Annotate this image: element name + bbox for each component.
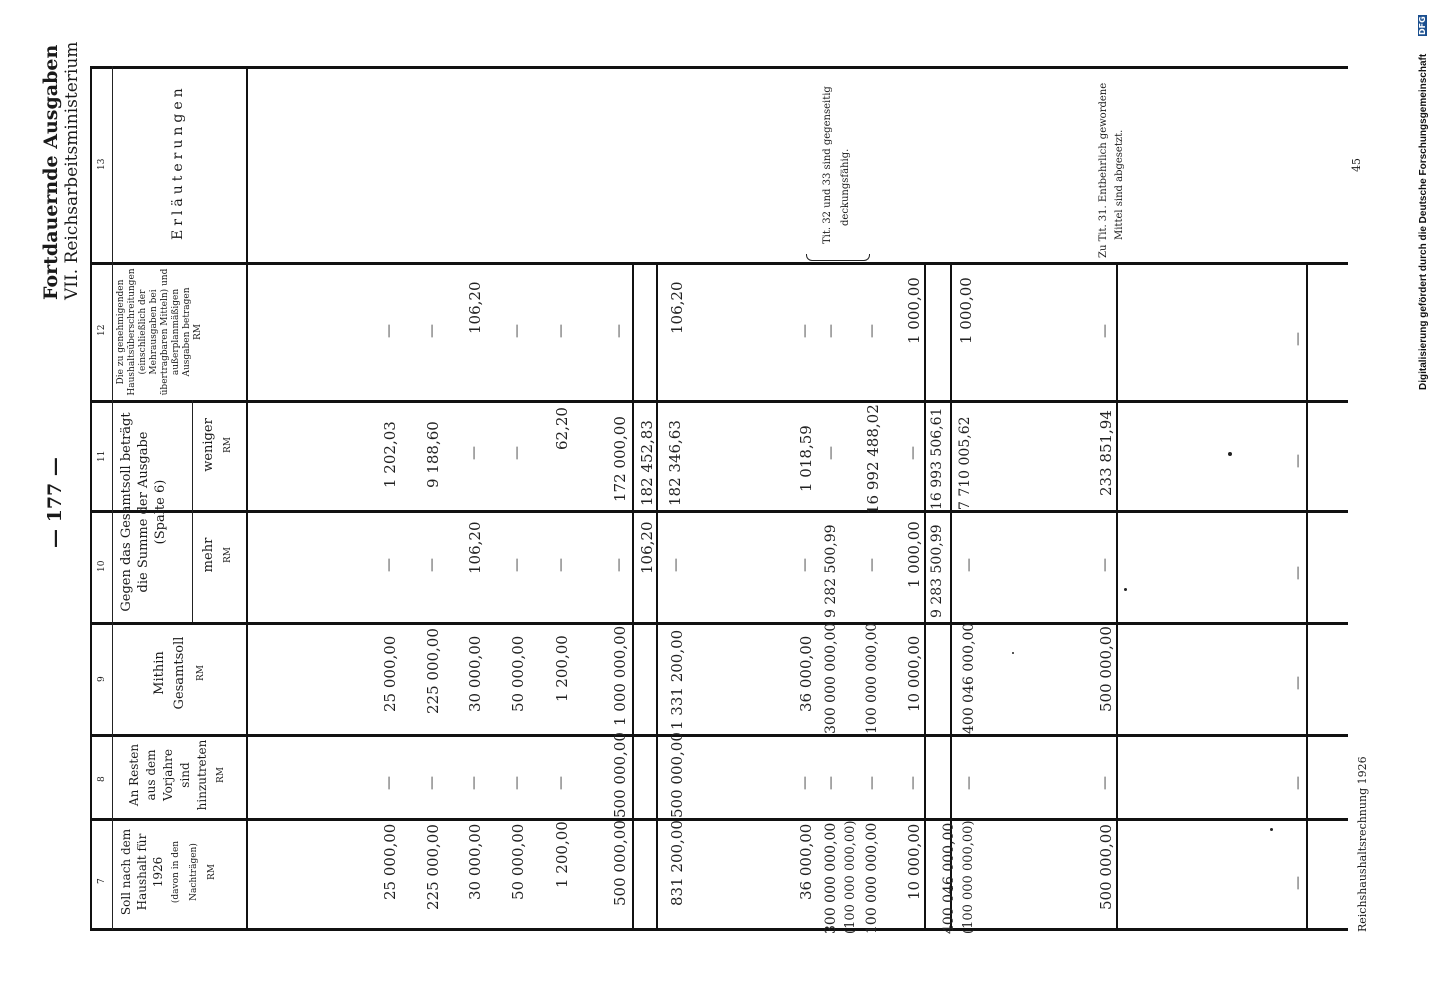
r12-c8: — (961, 776, 977, 790)
r10-c7: 100 000 000,00 (864, 822, 880, 934)
r8-c7: 36 000,00 (797, 823, 815, 900)
r7-c7: 831 200,00 (668, 820, 686, 906)
r13-c7: 500 000,00 (1097, 824, 1115, 910)
r9-c10: 9 282 500,99 (823, 524, 839, 618)
col-no-10: 10 (97, 560, 107, 572)
scan-speck (1124, 588, 1127, 591)
scan-speck (1228, 452, 1232, 456)
r2-c9: 225 000,00 (424, 628, 442, 714)
r8-c11: 1 018,59 (797, 425, 815, 492)
r10-c11: 16 992 488,02 (864, 404, 882, 514)
col7-header: Soll nach dem Haushalt für 1926 (davon in den Nachträgen) RM (119, 828, 217, 916)
rule-header-body (246, 66, 248, 930)
r6-c8: 500 000,00 (611, 732, 629, 818)
r12-c10: 9 283 500,99 (929, 524, 945, 618)
r5-c11: 62,20 (553, 407, 571, 450)
r2-c7: 225 000,00 (424, 824, 442, 910)
col-no-7: 7 (97, 878, 107, 884)
r14-c8: — (1290, 776, 1306, 790)
r11-c12: 1 000,00 (905, 277, 923, 344)
r9-c9: 300 000 000,00 (823, 622, 839, 734)
r1-c7: 25 000,00 (381, 823, 399, 900)
r12-c7b: (100 000 000,00) (961, 820, 976, 934)
note-bracket (806, 254, 870, 261)
col10-11-group-header: Gegen das Gesamtsoll beträgt die Summe der Ausgabe (Spalte 6) (119, 412, 168, 612)
r11-c8: — (905, 776, 921, 790)
footer-budget-ref: Reichshaushaltsrechnung 1926 (1356, 756, 1369, 932)
rule-after-sum1 (656, 262, 658, 928)
r9-c7: 300 000 000,00 (823, 822, 839, 934)
col11-header: weniger RM (201, 418, 233, 472)
r4-c10: — (509, 558, 525, 572)
r5-c7: 1 200,00 (553, 821, 571, 888)
r13-c12: — (1097, 324, 1113, 338)
rule-top (90, 66, 1348, 69)
r3-c9: 30 000,00 (466, 635, 484, 712)
r1-c9: 25 000,00 (381, 635, 399, 712)
r9-c12: — (823, 324, 839, 338)
col-no-8: 8 (97, 776, 107, 782)
col-no-13: 13 (97, 158, 107, 170)
r9-c7b: (100 000 000,00) (843, 820, 858, 934)
r1-c8: — (381, 776, 397, 790)
r2-c10: — (424, 558, 440, 572)
r13-c9: 500 000,00 (1097, 626, 1115, 712)
r9-c11: — (823, 446, 839, 460)
r14-c10: — (1290, 566, 1306, 580)
dfg-logo: DFG (1418, 16, 1427, 35)
r11-c10: 1 000,00 (905, 521, 923, 588)
rule-col9-10 (90, 622, 1348, 625)
rule-before-sum1 (632, 262, 634, 928)
r13-c10: — (1097, 558, 1113, 572)
r3-c12: 106,20 (466, 281, 484, 334)
rule-col8-9 (90, 734, 1348, 737)
r6-c11: 172 000,00 (611, 416, 629, 502)
r2-c8: — (424, 776, 440, 790)
col8-header: An Resten aus dem Vorjahre sind hinzutreten RM (127, 739, 226, 811)
r7-c8: 500 000,00 (668, 732, 686, 818)
r10-c9: 100 000 000,00 (864, 622, 880, 734)
rule-bottom (90, 928, 1348, 931)
r8-c9: 36 000,00 (797, 635, 815, 712)
rule-col-no (112, 66, 113, 930)
r10-c10: — (864, 558, 880, 572)
r5-c10: — (553, 558, 569, 572)
rule-col7-8 (90, 818, 1348, 821)
r4-c9: 50 000,00 (509, 635, 527, 712)
r13-c8: — (1097, 776, 1113, 790)
r6-c9: 1 000 000,00 (611, 625, 629, 726)
rule-col11-12 (90, 400, 1348, 403)
col-no-12: 12 (97, 324, 107, 336)
r1-c10: — (381, 558, 397, 572)
scan-speck (1012, 652, 1014, 654)
r12-c12: 1 000,00 (957, 277, 975, 344)
section-title: Fortdauernde Ausgaben (40, 44, 62, 300)
col13-header: Erläuterungen (170, 84, 186, 240)
ministry-title: VII. Reichsarbeitsministerium (62, 41, 82, 300)
note-tit31-line1: Zu Tit. 31. Entbehrlich gewordene (1098, 82, 1109, 258)
r4-c12: — (509, 324, 525, 338)
r7-c11b: 182 346,63 (666, 420, 684, 506)
dfg-funding-note: Digitalisierung gefördert durch die Deutsche Forschungsgemeinschaft (1418, 53, 1429, 390)
note-tit31-line2: Mittel sind abgesetzt. (1114, 129, 1125, 240)
rule-left (90, 66, 92, 930)
rule-before-r13 (1116, 262, 1118, 928)
note-tit32-33-line2: deckungsfähig. (840, 148, 851, 226)
r1-c12: — (381, 324, 397, 338)
rule-right (1306, 262, 1308, 928)
r10-c8: — (864, 776, 880, 790)
r4-c8: — (509, 776, 525, 790)
r11-c9: 10 000,00 (905, 635, 923, 712)
rule-col12-13 (90, 262, 1348, 265)
r5-c12: — (553, 324, 569, 338)
r12-c11b: 7 710 005,62 (957, 416, 973, 510)
r2-c12: — (424, 324, 440, 338)
r7-c11a: 182 452,83 (638, 420, 656, 506)
page-number: — 177 — (44, 457, 66, 548)
note-tit32-33-line1: Tit. 32 und 33 sind gegenseitig (822, 86, 833, 244)
r12-c9: 400 046 000,00 (961, 622, 977, 734)
r2-c11: 9 188,60 (424, 421, 442, 488)
r7-c10: 106,20 (638, 521, 656, 574)
r6-c7: 500 000,00 (611, 820, 629, 906)
r8-c10: — (797, 558, 813, 572)
r8-c8: — (797, 776, 813, 790)
r4-c7: 50 000,00 (509, 823, 527, 900)
r14-c12: — (1290, 332, 1306, 346)
r12-c7: 400 046 000,00 (941, 822, 957, 934)
r7-c9: 1 331 200,00 (668, 629, 686, 730)
r14-c11: — (1290, 454, 1306, 468)
r12-c11a: 16 993 506,61 (929, 407, 945, 510)
rule-subheader-10-11 (192, 400, 193, 622)
col12-header: Die zu genehmigenden Haushaltsüberschreitungen (einschließlich der Mehrausgaben bei übertragbaren Mitteln) und außerplanmäßigen Ausgaben betragen RM (116, 268, 203, 396)
r3-c11: — (466, 446, 482, 460)
r10-c12: — (864, 324, 880, 338)
rule-before-sum2 (924, 262, 926, 928)
col-no-9: 9 (97, 676, 107, 682)
scan-speck (1270, 828, 1273, 831)
r8-c12: — (797, 324, 813, 338)
r14-c7: — (1290, 876, 1306, 890)
r1-c11: 1 202,03 (381, 421, 399, 488)
r12-c10-dash: — (961, 558, 977, 572)
r4-c11: — (509, 446, 525, 460)
r9-c8: — (823, 776, 839, 790)
col9-header: Mithin Gesamtsoll RM (152, 636, 206, 710)
footer-page-number: 45 (1350, 158, 1363, 172)
r13-c11: 233 851,94 (1097, 410, 1115, 496)
r3-c8: — (466, 776, 482, 790)
r14-c9: — (1290, 676, 1306, 690)
r5-c9: 1 200,00 (553, 635, 571, 702)
col-no-11: 11 (97, 450, 107, 462)
r3-c10: 106,20 (466, 521, 484, 574)
r11-c7: 10 000,00 (905, 823, 923, 900)
r3-c7: 30 000,00 (466, 823, 484, 900)
r5-c8: — (553, 776, 569, 790)
r7-c10-dash: — (668, 558, 684, 572)
r11-c11: — (905, 446, 921, 460)
col10-header: mehr RM (201, 537, 233, 573)
r6-c12: — (611, 324, 627, 338)
rule-col10-11 (90, 510, 1348, 513)
r7-c12: 106,20 (668, 281, 686, 334)
r6-c10: — (611, 558, 627, 572)
